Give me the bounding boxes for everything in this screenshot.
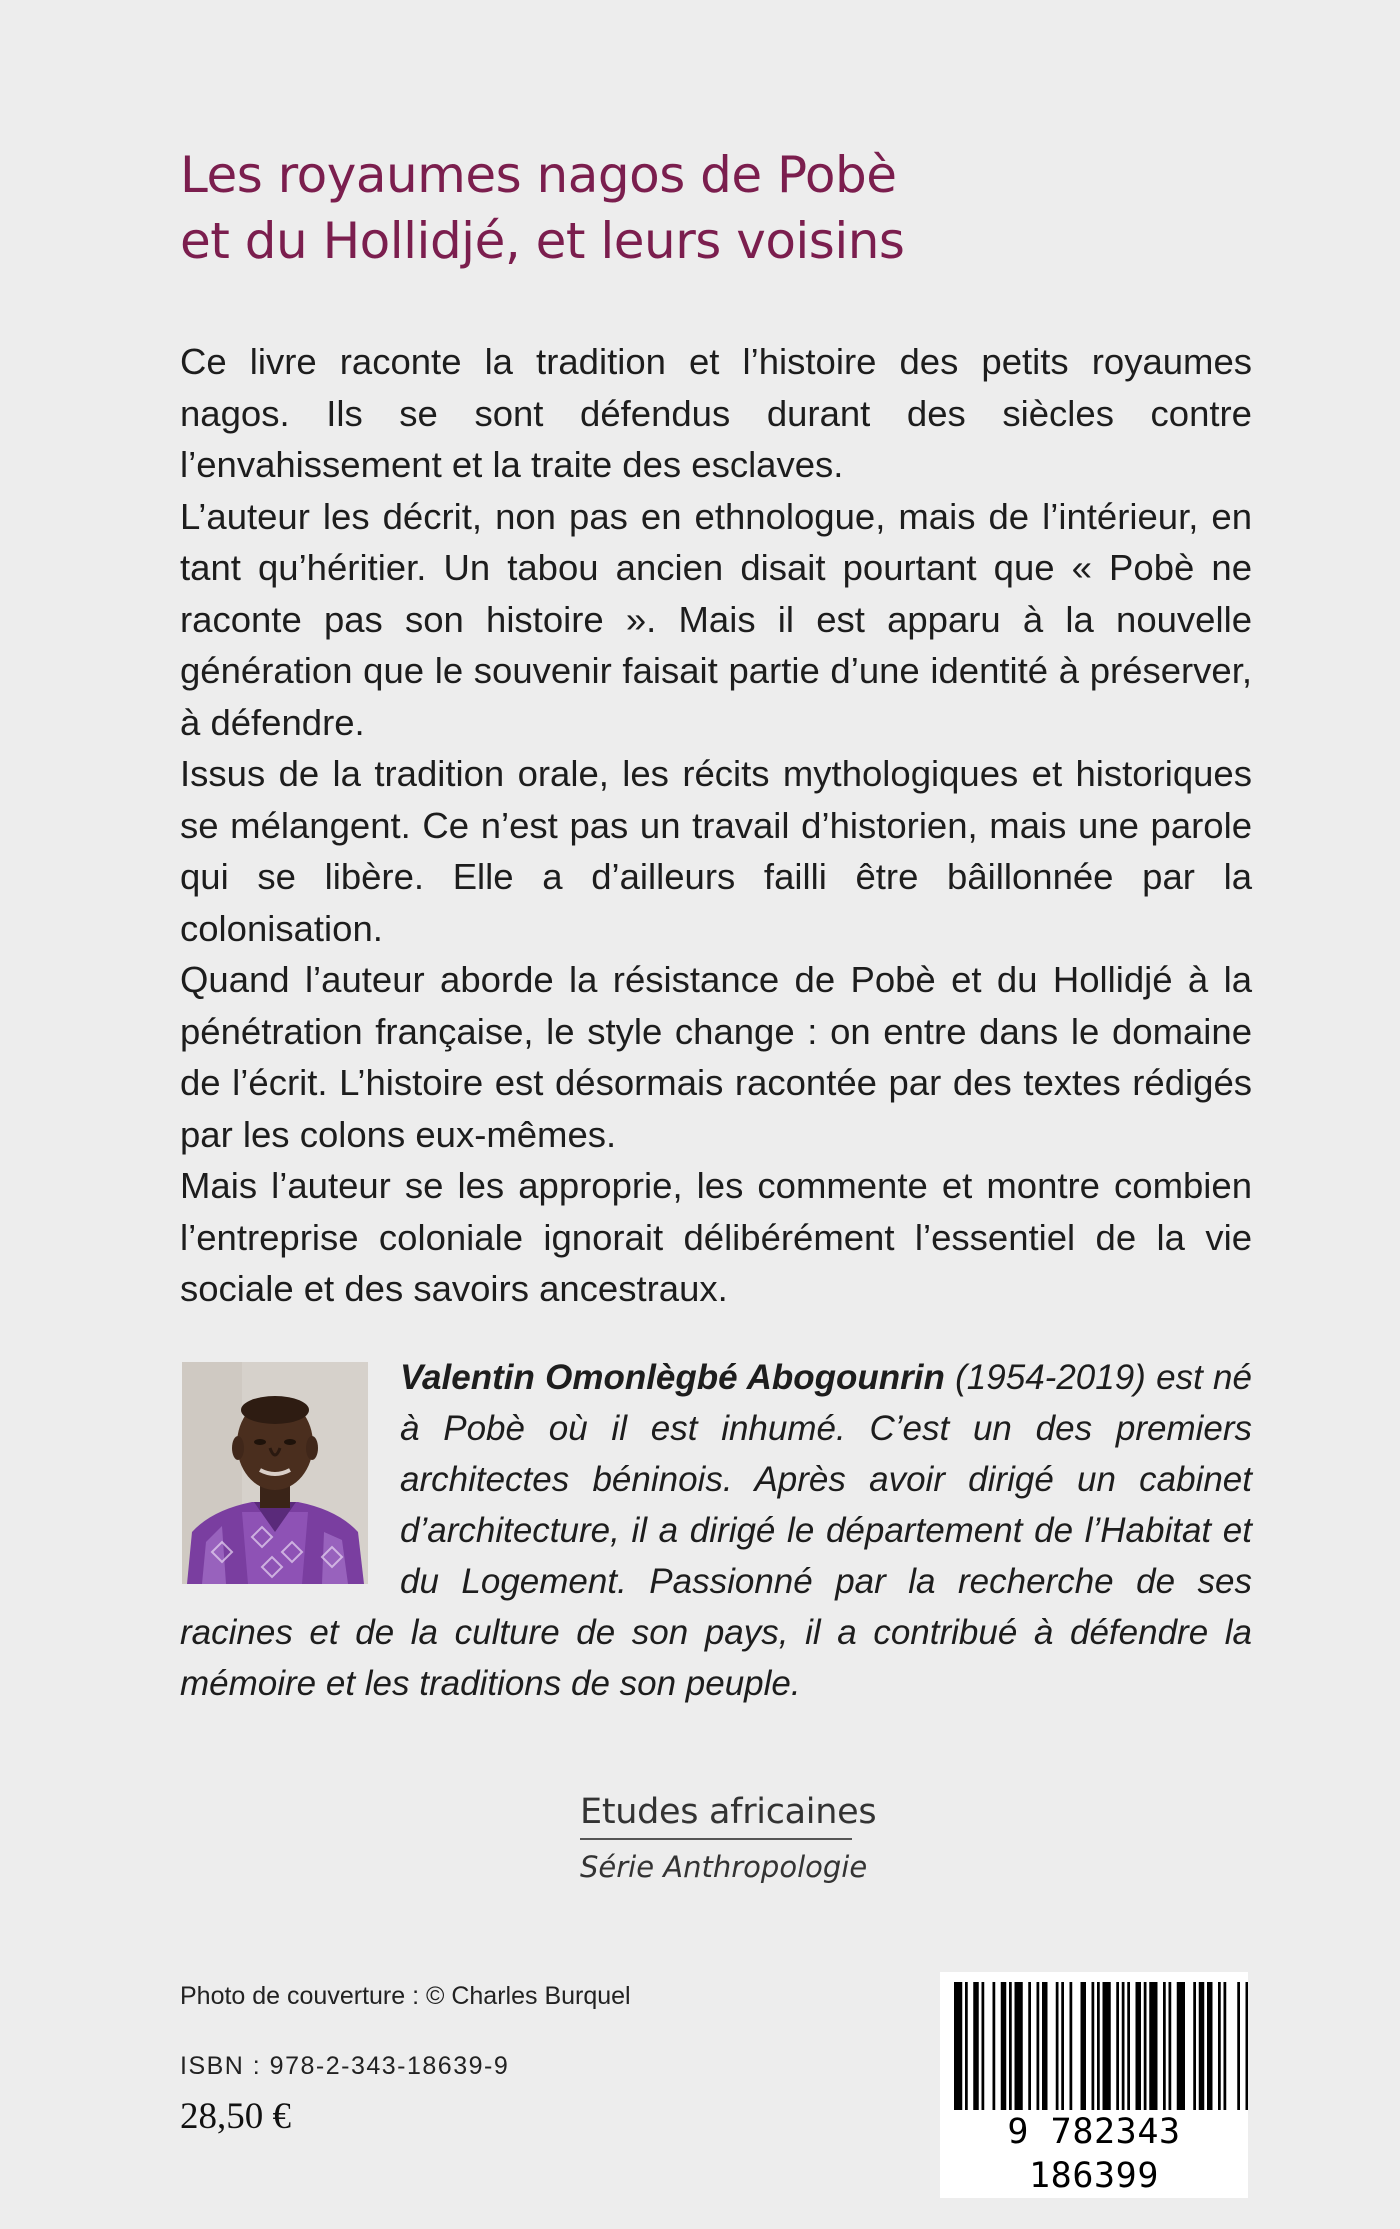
barcode-bar [954, 1982, 962, 2110]
barcode-bar [965, 1982, 968, 2110]
series-divider [580, 1838, 852, 1840]
barcode-bar [1028, 1982, 1031, 2110]
barcode-digits: 9 782343 186399 [940, 2110, 1248, 2198]
author-bio-text: (1954-2019) est né à Pobè où il est inhumé. C’est un des premiers architectes béninois. Après avoir dirigé un cabinet d’architecture, il a dirigé le département de l’Habitat et du Logement. Passionné par la recherche de ses racines et de la culture de son pays, il a contribué à défendre la mémoire et les traditions de son peuple. [180, 1358, 1252, 1703]
barcode-bar [1218, 1982, 1221, 2110]
barcode-bar [1092, 1982, 1095, 2110]
barcode-bar [1136, 1982, 1142, 2110]
barcode-bar [1042, 1982, 1048, 2110]
barcode-bar [1149, 1982, 1157, 2110]
barcode-bar [1246, 1982, 1249, 2110]
barcode-bar [1037, 1982, 1040, 2110]
barcode-bar [1103, 1982, 1111, 2110]
barcode-bar [1199, 1982, 1205, 2110]
book-title [180, 142, 1180, 274]
summary-paragraph: Ce livre raconte la tradition et l’histoire des petits royaumes nagos. Ils se sont défendus durant des siècles contre l’envahissement et la traite des esclaves. [180, 341, 1252, 485]
barcode-bar [1127, 1982, 1130, 2110]
barcode-bar [1015, 1982, 1023, 2110]
book-summary [180, 336, 1252, 1315]
barcode-bar [1224, 1982, 1227, 2110]
author-name: Valentin Omonlègbé Abogounrin [400, 1358, 945, 1397]
barcode-bar [1081, 1982, 1087, 2110]
barcode-bar [1144, 1982, 1147, 2110]
barcode-bar [1207, 1982, 1213, 2110]
barcode-bar [1169, 1982, 1172, 2110]
author-bio [180, 1352, 1252, 1709]
summary-paragraph: L’auteur les décrit, non pas en ethnologue, mais de l’intérieur, en tant qu’héritier. Un tabou ancien disait pourtant que « Pobè ne raconte pas son histoire ». Mais il est apparu à la nouvelle génération que le souvenir faisait partie d’une identité à préserver, à défendre. [180, 495, 1252, 743]
barcode-bar [1061, 1982, 1064, 2110]
barcode-bar [1237, 1982, 1240, 2110]
barcode-bar [1116, 1982, 1119, 2110]
barcode-bar [1001, 1982, 1007, 2110]
barcode-bar [1122, 1982, 1125, 2110]
barcode-bar [993, 1982, 996, 2110]
collection-block [580, 1790, 880, 1886]
isbn-barcode [940, 1972, 1248, 2196]
book-title-line-2: et du Hollidjé, et leurs voisins [180, 212, 905, 270]
barcode-bar [973, 1982, 979, 2110]
barcode-bar [1070, 1982, 1073, 2110]
isbn: ISBN : 978-2-343-18639-9 [180, 2052, 510, 2080]
barcode-bar [1177, 1982, 1185, 2110]
barcode-bar [1009, 1982, 1012, 2110]
summary-paragraph: Issus de la tradition orale, les récits mythologiques et historiques se mélangent. Ce n’est pas un travail d’historien, mais une parole qui se libère. Elle a d’ailleurs failli être bâillonnée par la colonisation. [180, 753, 1252, 949]
sub-series-name: Série Anthropologie [580, 1850, 868, 1884]
summary-paragraph: Mais l’auteur se les approprie, les commente et montre combien l’entreprise coloniale ignorait délibérément l’essentiel de la vie sociale et des savoirs ancestraux. [180, 1165, 1252, 1309]
barcode-bar [1163, 1982, 1166, 2110]
summary-paragraph: Quand l’auteur aborde la résistance de Pobè et du Hollidjé à la pénétration française, le style change : on entre dans le domaine de l’écrit. L’histoire est désormais racontée par des textes rédigés par les colons eux-mêmes. [180, 959, 1252, 1155]
book-title-line-1: Les royaumes nagos de Pobè [180, 146, 897, 204]
barcode-bar [1193, 1982, 1196, 2110]
barcode-bar [982, 1982, 985, 2110]
photo-credit: Photo de couverture : © Charles Burquel [180, 1982, 631, 2010]
series-name: Etudes africaines [580, 1792, 877, 1832]
price: 28,50 € [180, 2096, 291, 2137]
photo-spacer [180, 1352, 400, 1604]
barcode-bar [1056, 1982, 1059, 2110]
barcode-bar [1097, 1982, 1100, 2110]
